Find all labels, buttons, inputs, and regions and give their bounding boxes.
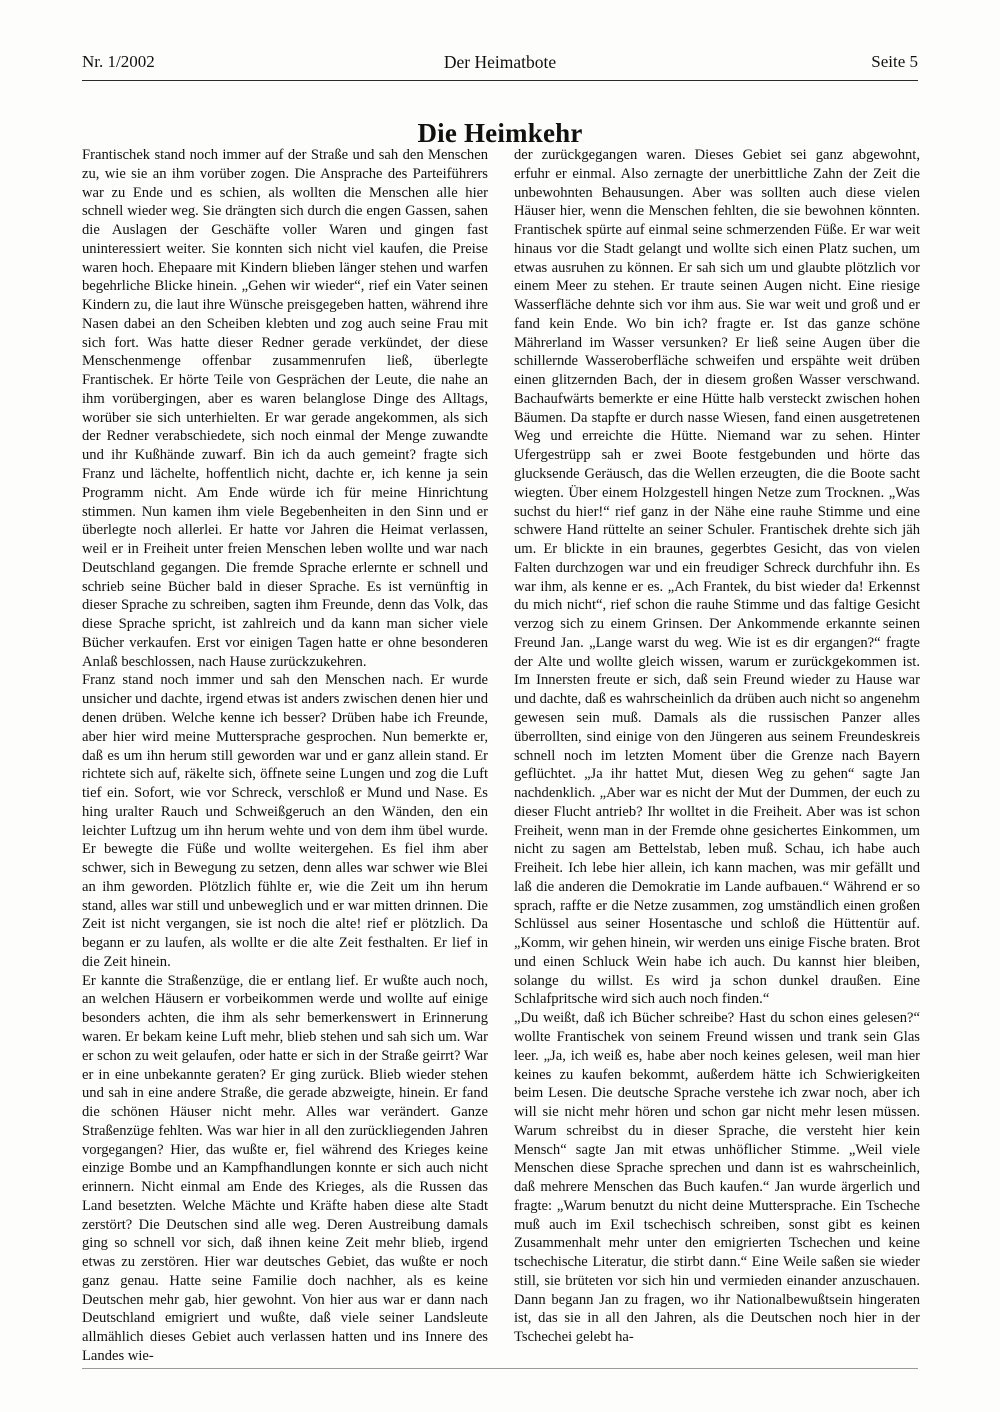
article-body <box>82 146 920 1364</box>
publication-title: Der Heimatbote <box>443 52 557 72</box>
header-divider <box>82 80 918 81</box>
paragraph: Er kannte die Straßenzüge, die er entlang lief. Er wußte auch noch, an welchen Häusern er vorbeikommen werde und wollte auf einige besonders achten, die ihm als sehr bemerkenswert in Erinnerung waren. Er bekam keine Luft mehr, blieb stehen und sah sich um. War er schon zu weit gelaufen, oder hatte er sich in der Straße geirrt? War er in eine unbekannte geraten? Er ging zurück. Blieb wieder stehen und sah in eine andere Straße, die gerade abzweigte, hinein. Er fand die schönen Häuser nicht mehr. Alles war verändert. Ganze Straßenzüge fehlten. Was war hier in all den zurückliegenden Jahren vorgegangen? Hier, das wußte er, fiel während des Krieges keine einzige Bombe und an Kampfhandlungen konnte er sich auch nicht erinnern. Nicht einmal am Ende des Krieges, als die Russen das Land besetzten. Welche Mächte und Kräfte haben diese alte Stadt zerstört? Die Deutschen sind alle weg. Deren Austreibung damals ging so schnell vor sich, daß ihnen keine Zeit mehr blieb, irgend etwas zu zerstören. Hier war deutsches Gebiet, das wußte er noch ganz genau. Hatte seine Familie doch nachher, als es keine Deutschen mehr gab, hier gewohnt. Von hier aus war er dann nach Deutschland emigriert und wußte, daß viele seiner Landsleute allmählich dieses Gebiet auch verlassen hatten und ins Innere des Landes wie- <box>82 972 488 1364</box>
column-right <box>514 146 920 1351</box>
paragraph: Franz stand noch immer und sah den Menschen nach. Er wurde unsicher und dachte, irgend etwas ist anders zwischen denen hier und denen drüben. Welche kenne ich besser? Drüben habe ich Freunde, aber hier wird meine Muttersprache gesprochen. Nun bemerkte er, daß es um ihn herum still geworden war und er ganz allein stand. Er richtete sich auf, räkelte sich, öffnete seine Lungen und zog die Luft tief ein. Sofort, wie vor Schreck, verschloß er Mund und Nase. Es hing uralter Rauch und Schweißgeruch an den Wänden, den ein leichter Luftzug um ihn herum wehte und von dem ihm übel wurde. Er bewegte die Füße und wollte weitergehen. Es fiel ihm aber schwer, sich in Bewegung zu setzen, denn alles war schwer wie Blei an ihm geworden. Plötzlich fühlte er, wie die Zeit um ihn herum stand, alles war still und unbeweglich und er war mitten drinnen. Die Zeit ist nicht vergangen, sie ist noch die alte! rief er plötzlich. Da begann er zu laufen, als wollte er die alte Zeit festhalten. Er lief in die Zeit hinein. <box>82 672 488 970</box>
page-number: Seite 5 <box>871 52 918 71</box>
paragraph: Frantischek stand noch immer auf der Straße und sah den Menschen zu, wie sie an ihm vorüber zogen. Die Ansprache des Parteiführers war zu Ende und es schien, als wollten die Menschen alle hier schnell wieder weg. Sie drängten sich durch die engen Gassen, sahen die Auslagen der Geschäfte voller Waren und gingen fast uninteressiert weiter. Sie konnten sich nicht viel kaufen, die Preise waren hoch. Ehepaare mit Kindern blieben länger stehen und warfen begehrliche Blicke hinein. „Gehen wir wieder“, rief ein Vater seinen Kindern zu, die laut ihre Wünsche preisgegeben hatten, während ihre Nasen dabei an den Scheiben klebten und zog auch seine Frau mit sich fort. Was hatte dieser Redner gerade verkündet, der diese Menschenmenge offenbar zusammenrufen ließ, überlegte Frantischek. Er hörte Teile von Gesprächen der Leute, die nahe an ihm vorübergingen, aber es waren belanglose Dinge des Alltags, worüber sie sich unterhielten. Er war gerade angekommen, als sich der Redner verabschiedete, sich noch einmal der Menge zuwandte und ihr Kußhände zuwarf. Bin ich da auch gemeint? fragte sich Franz und lächelte, hoffentlich nicht, dachte er, ich kenne ja sein Programm nicht. Am Ende würde ich für meine Hinrichtung stimmen. Nun kamen ihm viele Begebenheiten in den Sinn und er überlegte noch allerlei. Er hatte vor Jahren die Heimat verlassen, weil er in Freiheit unter freien Menschen leben wollte und war nach Deutschland gegangen. Die fremde Sprache erlernte er schnell und schrieb seine Bücher bald in dieser Sprache. Es ist vernünftig in dieser Sprache zu schreiben, sagten ihm Freunde, denn das Volk, das diese Sprache spricht, ist zahlreich und da kann man sicher viele Bücher verkaufen. Erst vor einigen Tagen hatte er ohne besonderen Anlaß beschlossen, nach Hause zurückzukehren. <box>82 147 488 670</box>
paragraph: der zurückgegangen waren. Dieses Gebiet sei ganz abgewohnt, erfuhr er einmal. Also zernagte der unerbittliche Zahn der Zeit die unbewohnten Behausungen. Aber was sollten auch diese vielen Häuser hier, wenn die Menschen fehlten, die sie bewohnen könnten. Frantischek spürte auf einmal seine schmerzenden Füße. Er war weit hinaus vor die Stadt gelangt und wollte sich einen Platz suchen, um etwas ausruhen zu können. Er sah sich um und glaubte plötzlich vor einem Meer zu stehen. Er traute seinen Augen nicht. Eine riesige Wasserfläche dehnte sich vor ihm aus. Sie war weit und groß und er fand kein Ende. Wo bin ich? fragte er. Ist das ganze schöne Mährerland im Wasser versunken? Er ließ seine Augen über die schillernde Wasseroberfläche schweifen und erspähte weit drüben einen glitzernden Bach, der in diesem großen Wasser verschwand. Bachaufwärts bemerkte er eine Hütte halb versteckt zwischen hohen Bäumen. Da stapfte er durch nasse Wiesen, fand einen ausgetretenen Weg und erreichte die Hütte. Niemand war zu sehen. Hinter Ufergestrüpp sah er zwei Boote festgebunden und hörte das glucksende Geräusch, das die Wellen erzeugten, die die Boote sacht wiegten. Über einem Holzgestell hingen Netze zum Trocknen. „Was suchst du hier!“ rief ganz in der Nähe eine rauhe Stimme und eine schwere Hand rüttelte an seiner Schuler. Frantischek drehte sich jäh um. Er blickte in ein braunes, gegerbtes Gesicht, das von vielen Falten durchzogen war und ein freudiger Schreck durchfuhr ihn. Es war ihm, als kenne er es. „Ach Frantek, du bist wieder da! Erkennst du mich nicht“, rief schon die rauhe Stimme und das faltige Gesicht verzog sich zu einem Grinsen. Der Ankommende erkannte seinen Freund Jan. „Lange warst du weg. Wie ist es dir ergangen?“ fragte der Alte und wollte gleich wissen, warum er zurückgekommen ist. Im Innersten freute er sich, daß sein Freund wieder zu Hause war und dachte, daß es wahrscheinlich da drüben auch nicht so angenehm gewesen sein muß. Damals als die russischen Panzer alles überrollten, sind einige von den Jüngeren aus seinem Freundeskreis schnell noch im letzten Moment über die Grenze nach Bayern geflüchtet. „Ja ihr hattet Mut, diesen Weg zu gehen“ sagte Jan nachdenklich. „Aber war es nicht der Mut der Dummen, der euch zu dieser Flucht antrieb? Ihr wolltet in die Freiheit. Aber was ist schon Freiheit, wenn man in der Fremde ohne gesichertes Einkommen, um nicht zu sagen am Bettelstab, leben muß. Schau, ich habe auch Freiheit. Ich lebe hier allein, ich kann machen, was mir gefällt und laß die anderen die Demokratie im Lande aufbauen.“ Während er so sprach, raffte er die Netze zusammen, zog umständlich einen großen Schlüssel aus seiner Hosentasche und schloß die Hüttentür auf. „Komm, wir gehen hinein, wir werden uns einige Fische braten. Brot und einen Schluck Wein habe ich auch. Du kannst hier bleiben, solange du willst. Es wird ja schon dunkel draußen. Eine Schlafpritsche wird sich auch noch finden.“ <box>514 147 920 1008</box>
column-left <box>82 146 488 1364</box>
footer-divider <box>82 1368 918 1369</box>
page-header <box>82 52 918 72</box>
paragraph: „Du weißt, daß ich Bücher schreibe? Hast du schon eines gelesen?“ wollte Frantischek von seinem Freund wissen und trank sein Glas leer. „Ja, ich weiß es, habe aber noch keines gelesen, weil man hier keines zu kaufen bekommt, außerdem hätte ich Schwierigkeiten beim Lesen. Die deutsche Sprache verstehe ich zwar noch, aber ich will sie nicht mehr hören und schon gar nicht mehr lesen müssen. Warum schreibst du in dieser Sprache, die versteht hier kein Mensch“ sagte Jan mit etwas unhöflicher Stimme. „Weil viele Menschen diese Sprache sprechen und dann ist es wahrscheinlich, daß mehrere Menschen das Buch kaufen.“ Jan wurde ärgerlich und fragte: „Warum benutzt du nicht deine Muttersprache. Ein Tscheche muß auch im Exil tschechisch schreiben, sonst gibt es keinen Zusammenhalt mehr unter den emigrierten Tschechen und keine tschechische Literatur, die stirbt dann.“ Eine Weile saßen sie wieder still, sie brüteten vor sich hin und vermieden einander anzuschauen. Dann begann Jan zu fragen, wo ihr Nationalbewußtsein hingeraten ist, das sie in all den Jahren, als die Deutschen noch hier in der Tschechei gelebt ha- <box>514 1010 920 1346</box>
issue-number: Nr. 1/2002 <box>82 52 155 71</box>
article-title: Die Heimkehr <box>417 118 583 149</box>
